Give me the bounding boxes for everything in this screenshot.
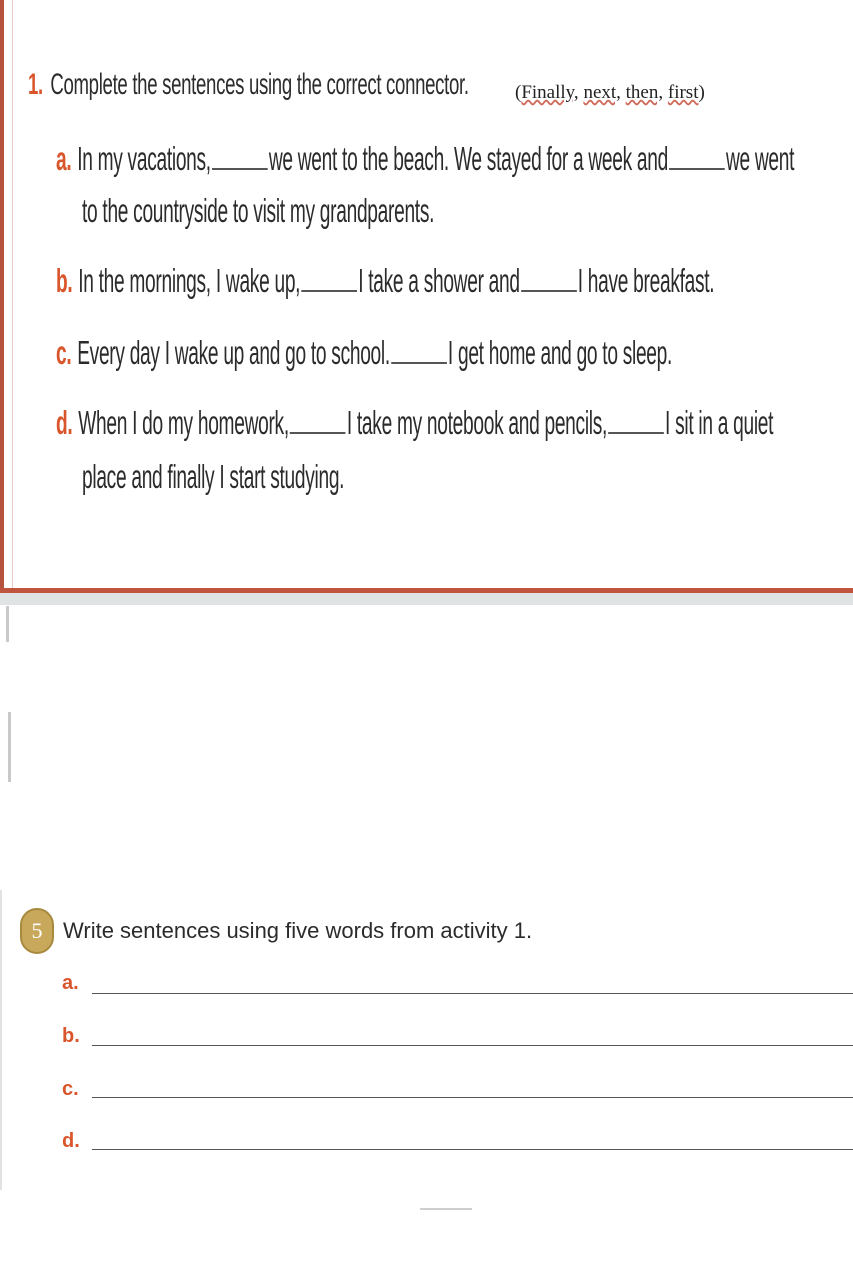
writing-line-a[interactable] bbox=[92, 993, 853, 994]
blank-b2[interactable] bbox=[521, 266, 577, 292]
margin-mark bbox=[6, 606, 9, 642]
exercise-title bbox=[28, 68, 469, 102]
connector-options: (Finally, next, then, first) bbox=[515, 82, 705, 103]
card-inner-border bbox=[12, 0, 13, 588]
writing-line-b[interactable] bbox=[92, 1045, 853, 1046]
blank-d1[interactable] bbox=[290, 408, 346, 434]
exercise-number: 1. bbox=[28, 68, 43, 101]
blank-a1[interactable] bbox=[212, 144, 268, 170]
sentence-a-line2: to the countryside to visit my grandparents. bbox=[82, 192, 435, 229]
activity-instruction: Write sentences using five words from activity 1. bbox=[63, 918, 533, 943]
section-divider-grey bbox=[0, 593, 853, 605]
sentence-c: c. Every day I wake up and go to school. I get home and go to sleep. bbox=[56, 334, 673, 371]
sentence-d-line1: d. When I do my homework, I take my notebook and pencils, I sit in a quiet bbox=[56, 404, 774, 441]
writing-line-label-c: c. bbox=[62, 1078, 79, 1100]
blank-c1[interactable] bbox=[391, 338, 447, 364]
item-label-b: b. bbox=[56, 262, 73, 299]
sentence-b: b. In the mornings, I wake up, I take a shower and I have breakfast. bbox=[56, 262, 715, 299]
blank-a2[interactable] bbox=[669, 144, 725, 170]
option-then: then, bbox=[625, 82, 664, 103]
sentence-d-line2: place and finally I start studying. bbox=[82, 458, 345, 495]
exercise-instruction: Complete the sentences using the correct connector. bbox=[50, 68, 469, 101]
activity-number-badge: 5 bbox=[20, 908, 54, 954]
sentence-a-line1: a. In my vacations, we went to the beach. We stayed for a week and we went bbox=[56, 140, 795, 177]
margin-mark bbox=[0, 890, 2, 1190]
item-label-d: d. bbox=[56, 404, 73, 441]
blank-d2[interactable] bbox=[608, 408, 664, 434]
margin-mark bbox=[8, 712, 11, 782]
option-first: first bbox=[667, 82, 699, 103]
item-label-a: a. bbox=[56, 140, 72, 177]
blank-b1[interactable] bbox=[301, 266, 357, 292]
writing-line-label-d: d. bbox=[62, 1130, 80, 1152]
option-finally: Finally, bbox=[521, 82, 579, 103]
option-next: next, bbox=[583, 82, 621, 103]
writing-line-label-b: b. bbox=[62, 1025, 80, 1047]
scan-smudge bbox=[420, 1208, 472, 1210]
item-label-c: c. bbox=[56, 334, 72, 371]
writing-line-label-a: a. bbox=[62, 972, 79, 994]
writing-line-d[interactable] bbox=[92, 1149, 853, 1150]
writing-line-c[interactable] bbox=[92, 1097, 853, 1098]
